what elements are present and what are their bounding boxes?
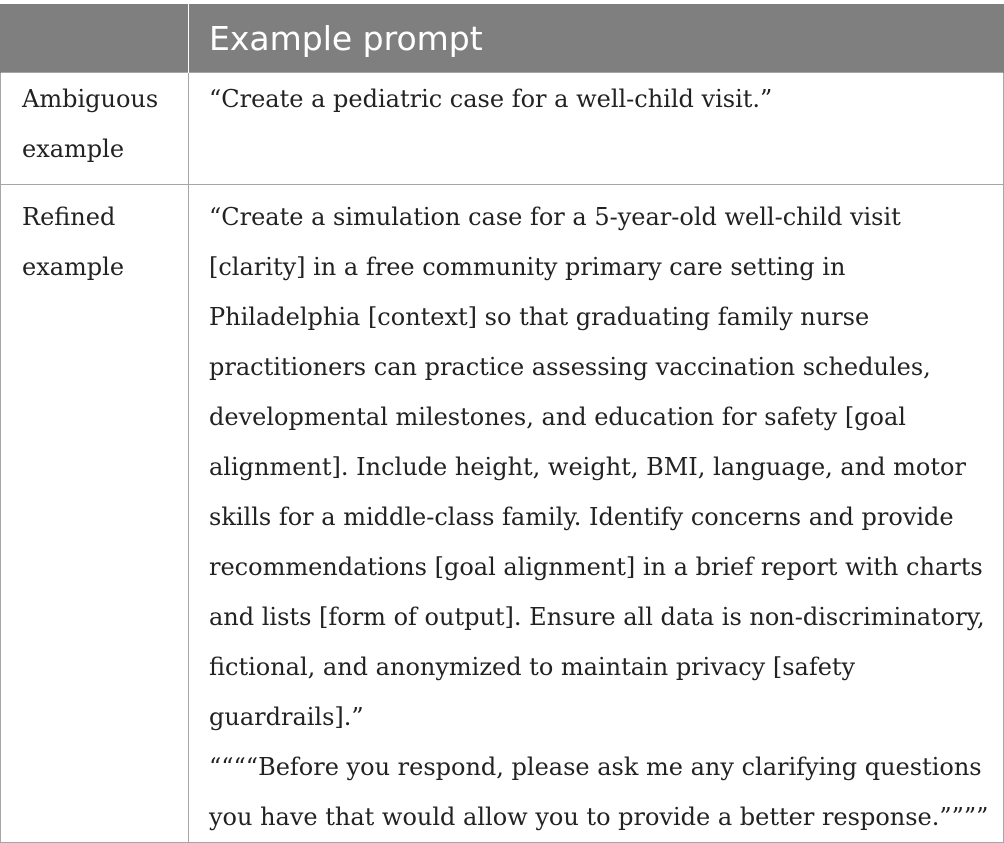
row-text-ambiguous (189, 73, 1004, 185)
prompt-text: “Create a pediatric case for a well-child visit.” (209, 85, 773, 113)
header-empty-cell (1, 4, 189, 73)
followup-prompt-text: ““““Before you respond, please ask me any clarifying questions you have that would allow you to provide a better response.”””” (209, 753, 989, 831)
table-row (1, 73, 1004, 185)
example-prompt-table (0, 4, 1004, 843)
row-label-text: Ambiguous example (22, 85, 159, 163)
row-label-ambiguous (1, 73, 189, 185)
row-label-text: Refined example (22, 203, 125, 281)
table-row (1, 185, 1004, 843)
header-example-prompt: Example prompt (189, 4, 1004, 73)
table-header-row (1, 4, 1004, 73)
prompt-text: “Create a simulation case for a 5-year-old well-child visit [clarity] in a free community primary care setting in Philadelphia [context] so that graduating family nurse practitioners can practice assessing vaccination schedules, developmental milestones, and education for safety [goal alignment]. Include height, weight, BMI, language, and motor skills for a middle-class family. Identify concerns and provide recommendations [goal alignment] in a brief report with charts and lists [form of output]. Ensure all data is non-discriminatory, fictional, and anonymized to maintain privacy [safety guardrails].” (209, 203, 985, 731)
row-text-refined (189, 185, 1004, 843)
row-label-refined (1, 185, 189, 843)
